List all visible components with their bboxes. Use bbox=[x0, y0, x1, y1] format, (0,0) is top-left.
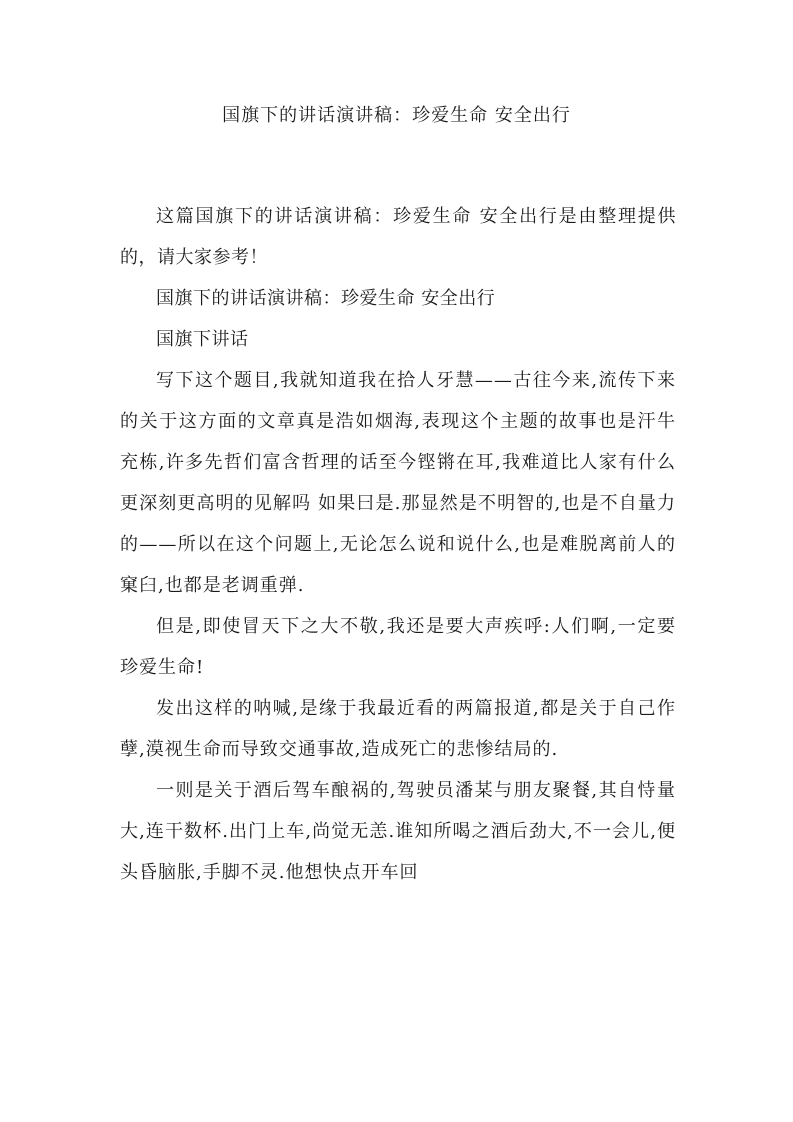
section-label: 国旗下讲话 bbox=[156, 329, 249, 350]
body-paragraph: 一则是关于酒后驾车酿祸的,驾驶员潘某与朋友聚餐,其自恃量大,连干数杯.出门上车,尚觉无恙.谁知所喝之酒后劲大,不一会儿,便头昏脑胀,手脚不灵.他想快点开车回 bbox=[120, 780, 676, 883]
faint-watermark bbox=[120, 1002, 360, 1022]
body-paragraph: 写下这个题目,我就知道我在拾人牙慧——古往今来,流传下来的关于这方面的文章真是浩如烟海,表现这个主题的故事也是汗牛充栋,许多先哲们富含哲理的话至今铿锵在耳,我难道比人家有什么更深刻更高明的见解吗 如果曰是.那显然是不明智的,也是不自量力的——所以在这个问题上,无论怎么说和说什么,也是难脱离前人的窠臼,也都是老调重弹. bbox=[120, 370, 676, 596]
body-paragraph: 发出这样的呐喊,是缘于我最近看的两篇报道,都是关于自己作孽,漠视生命而导致交通事故,造成死亡的悲惨结局的. bbox=[120, 698, 676, 760]
document-body bbox=[120, 196, 676, 893]
subtitle-line: 国旗下的讲话演讲稿：珍爱生命 安全出行 bbox=[156, 288, 496, 309]
document-title: 国旗下的讲话演讲稿：珍爱生命 安全出行 bbox=[222, 105, 571, 126]
intro-paragraph: 这篇国旗下的讲话演讲稿：珍爱生命 安全出行是由整理提供的，请大家参考！ bbox=[120, 206, 676, 268]
body-paragraph: 但是,即使冒天下之大不敬,我还是要大声疾呼:人们啊,一定要珍爱生命! bbox=[120, 616, 676, 678]
